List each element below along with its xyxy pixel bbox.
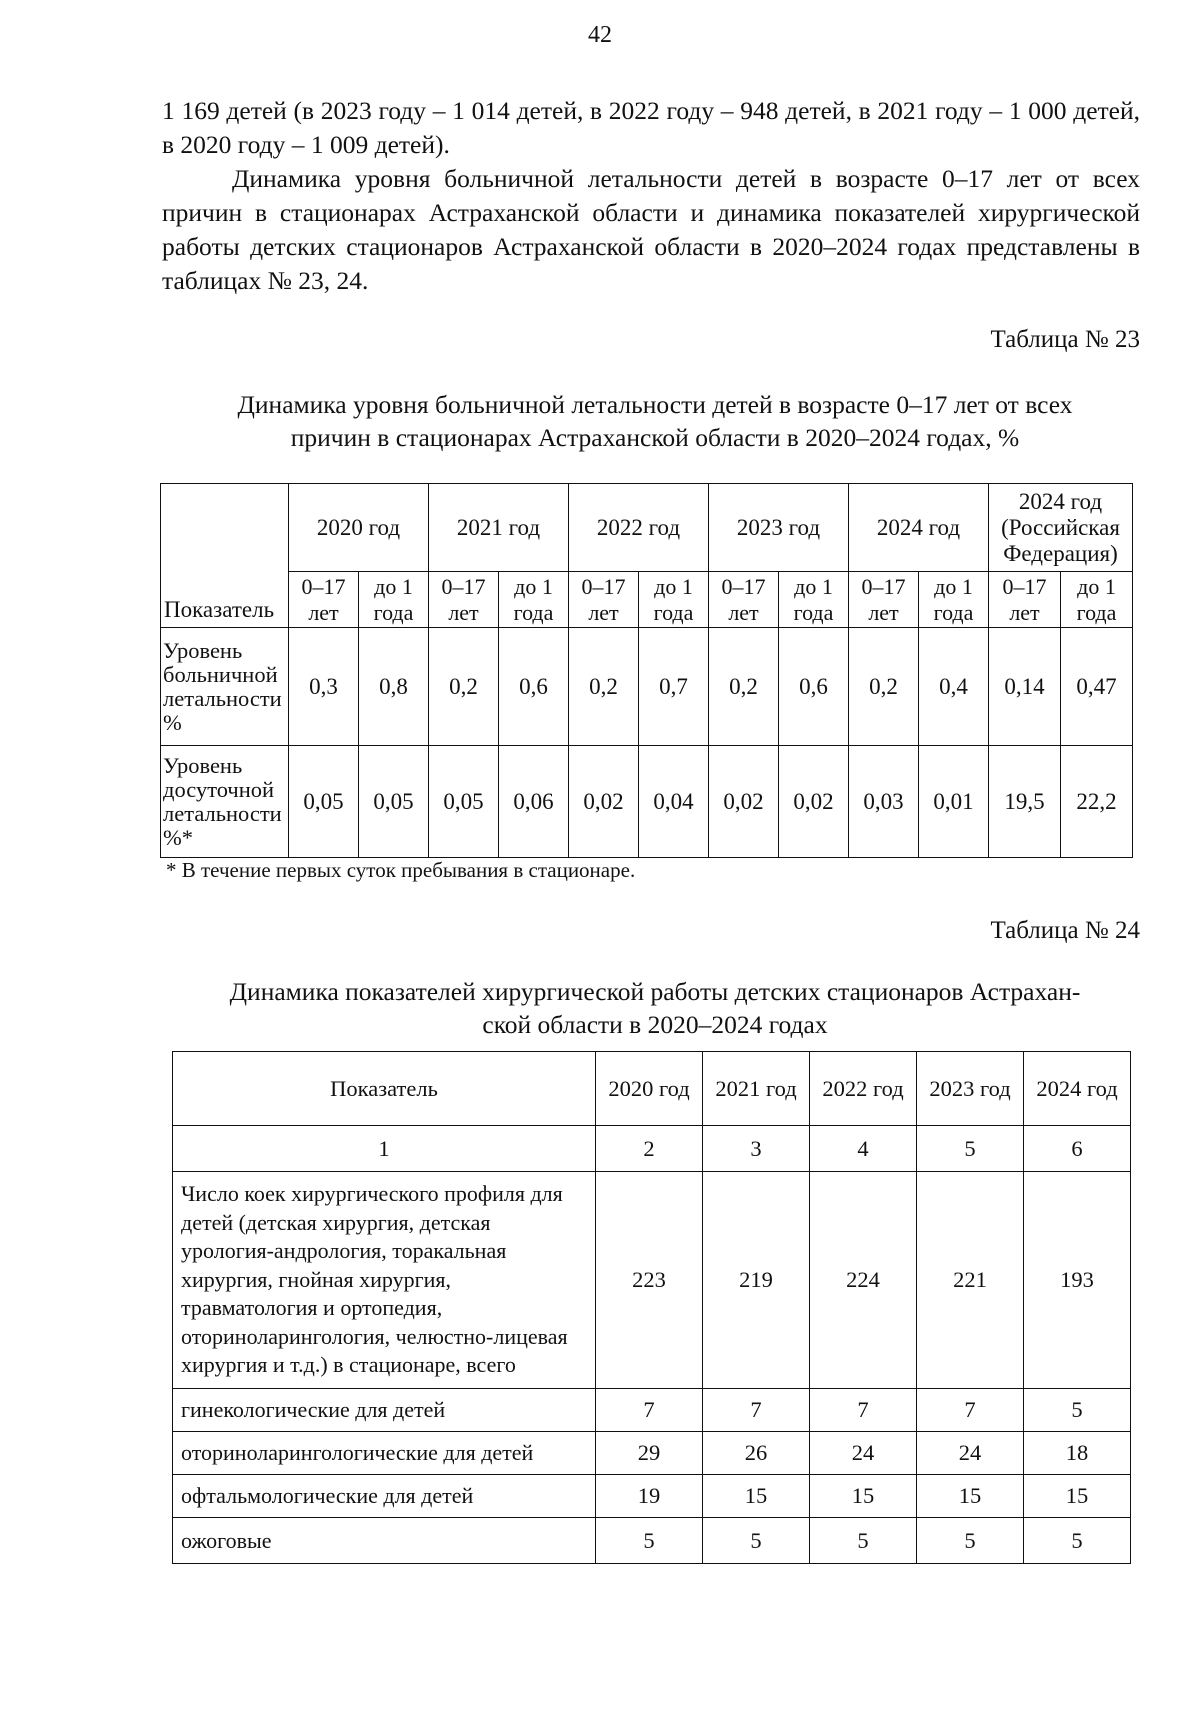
table23-subheader-0-17: 0–17 лет xyxy=(569,572,639,628)
table23-header-year: 2021 год xyxy=(429,484,569,572)
table-row xyxy=(173,1389,1131,1432)
table-cell: 26 xyxy=(703,1432,810,1475)
table-cell: 0,01 xyxy=(919,746,989,858)
table-cell: 219 xyxy=(703,1172,810,1389)
table-cell: 0,2 xyxy=(429,628,499,746)
table-cell: 193 xyxy=(1024,1172,1131,1389)
table-cell: 15 xyxy=(1024,1475,1131,1518)
table23-title-line2: причин в стационарах Астраханской области в 2020–2024 годах, % xyxy=(290,423,1020,452)
table23-header-year: 2024 год (Российская Федерация) xyxy=(989,484,1133,572)
table-cell: 0,2 xyxy=(709,628,779,746)
table23-row-label: Уровень досуточной летальности %* xyxy=(161,746,289,858)
page-number: 42 xyxy=(588,22,612,48)
table23-subheader-under-1: до 1 года xyxy=(1061,572,1133,628)
table23-subheader-0-17: 0–17 лет xyxy=(849,572,919,628)
table-cell: 29 xyxy=(596,1432,703,1475)
table-cell: 15 xyxy=(703,1475,810,1518)
table-cell: 18 xyxy=(1024,1432,1131,1475)
table-cell: 0,2 xyxy=(569,628,639,746)
table23 xyxy=(160,483,1133,858)
table24-label: Таблица № 24 xyxy=(990,917,1140,944)
table23-subheader-under-1: до 1 года xyxy=(359,572,429,628)
table-cell: 224 xyxy=(810,1172,917,1389)
table-cell: 0,04 xyxy=(639,746,709,858)
table24-header-year: 2021 год xyxy=(703,1052,810,1126)
table23-subheader-under-1: до 1 года xyxy=(919,572,989,628)
intro-paragraph-1: 1 169 детей (в 2023 году – 1 014 детей, в 2022 году – 948 детей, в 2021 году – 1 000 детей, в 2020 году – 1 009 детей). xyxy=(162,96,1140,159)
table-cell: 0,05 xyxy=(359,746,429,858)
table-cell: 19,5 xyxy=(989,746,1061,858)
table24-title-line1: Динамика показателей хирургической работы детских стационаров Астрахан- xyxy=(229,977,1081,1006)
table-cell: 5 xyxy=(596,1518,703,1564)
table-row xyxy=(173,1432,1131,1475)
table24-header-row xyxy=(173,1052,1131,1126)
table23-title-line1: Динамика уровня больничной летальности детей в возрасте 0–17 лет от всех xyxy=(237,390,1073,419)
table23-header-year: 2022 год xyxy=(569,484,709,572)
table24-column-numbers-row xyxy=(173,1126,1131,1172)
table23-footnote: * В течение первых суток пребывания в стационаре. xyxy=(166,858,636,882)
table-cell: 0,4 xyxy=(919,628,989,746)
table24-header-year: 2024 год xyxy=(1024,1052,1131,1126)
table24-column-number: 1 xyxy=(173,1126,596,1172)
table24-row-label: гинекологические для детей xyxy=(173,1389,596,1432)
table24-header-year: 2023 год xyxy=(917,1052,1024,1126)
table24-title xyxy=(160,975,1150,1041)
table-cell: 0,02 xyxy=(709,746,779,858)
table24-header-indicator: Показатель xyxy=(173,1052,596,1126)
table-cell: 0,2 xyxy=(849,628,919,746)
table24-row-label: ожоговые xyxy=(173,1518,596,1564)
table24-row-label: Число коек хирургического профиля для детей (детская хирургия, детская урология-андрология, торакальная хирургия, гнойная хирургия, травматология и ортопедия, оториноларингология, челюстно-лицевая хирургия и т.д.) в стационаре, всего xyxy=(173,1172,596,1389)
table-cell: 223 xyxy=(596,1172,703,1389)
table-cell: 5 xyxy=(1024,1518,1131,1564)
table-cell: 0,47 xyxy=(1061,628,1133,746)
table24-column-number: 5 xyxy=(917,1126,1024,1172)
table23-subheader-under-1: до 1 года xyxy=(779,572,849,628)
table24 xyxy=(172,1051,1131,1564)
table24-column-number: 6 xyxy=(1024,1126,1131,1172)
table-cell: 7 xyxy=(917,1389,1024,1432)
table24-title-line2: ской области в 2020–2024 годах xyxy=(482,1010,828,1039)
table23-subheader-under-1: до 1 года xyxy=(639,572,709,628)
table23-header-year: 2024 год xyxy=(849,484,989,572)
table-cell: 5 xyxy=(703,1518,810,1564)
table24-header-year: 2020 год xyxy=(596,1052,703,1126)
table-row xyxy=(173,1518,1131,1564)
table-cell: 7 xyxy=(596,1389,703,1432)
table-cell: 7 xyxy=(810,1389,917,1432)
table-cell: 0,8 xyxy=(359,628,429,746)
table23-subheader-0-17: 0–17 лет xyxy=(709,572,779,628)
intro-text xyxy=(162,94,1140,298)
table23-subheader-under-1: до 1 года xyxy=(499,572,569,628)
table-cell: 0,05 xyxy=(429,746,499,858)
table23-label: Таблица № 23 xyxy=(990,326,1140,353)
table-cell: 0,7 xyxy=(639,628,709,746)
table-cell: 22,2 xyxy=(1061,746,1133,858)
table-cell: 19 xyxy=(596,1475,703,1518)
table24-column-number: 4 xyxy=(810,1126,917,1172)
table23-subheader-0-17: 0–17 лет xyxy=(429,572,499,628)
table-cell: 7 xyxy=(703,1389,810,1432)
table23-row-label: Уровень больничной летальности % xyxy=(161,628,289,746)
table-cell: 5 xyxy=(917,1518,1024,1564)
table-cell: 15 xyxy=(810,1475,917,1518)
table-cell: 15 xyxy=(917,1475,1024,1518)
table-cell: 0,14 xyxy=(989,628,1061,746)
table-cell: 0,6 xyxy=(499,628,569,746)
table23-header-year: 2020 год xyxy=(289,484,429,572)
table-cell: 0,02 xyxy=(779,746,849,858)
table-row xyxy=(173,1475,1131,1518)
table23-header-indicator: Показатель xyxy=(161,484,289,628)
table-cell: 5 xyxy=(1024,1389,1131,1432)
table24-column-number: 2 xyxy=(596,1126,703,1172)
table-cell: 24 xyxy=(810,1432,917,1475)
table24-column-number: 3 xyxy=(703,1126,810,1172)
table-row xyxy=(161,628,1133,746)
table-row xyxy=(161,746,1133,858)
table-cell: 0,05 xyxy=(289,746,359,858)
table-cell: 0,6 xyxy=(779,628,849,746)
table-cell: 0,3 xyxy=(289,628,359,746)
table23-subheader-row xyxy=(161,572,1133,628)
table23-header-year: 2023 год xyxy=(709,484,849,572)
table23-subheader-0-17: 0–17 лет xyxy=(289,572,359,628)
table-row xyxy=(173,1172,1131,1389)
table-cell: 0,03 xyxy=(849,746,919,858)
table-cell: 0,02 xyxy=(569,746,639,858)
table24-row-label: офтальмологические для детей xyxy=(173,1475,596,1518)
table-cell: 5 xyxy=(810,1518,917,1564)
table24-header-year: 2022 год xyxy=(810,1052,917,1126)
table24-row-label: оториноларингологические для детей xyxy=(173,1432,596,1475)
table-cell: 0,06 xyxy=(499,746,569,858)
table-cell: 24 xyxy=(917,1432,1024,1475)
table-cell: 221 xyxy=(917,1172,1024,1389)
table23-subheader-0-17: 0–17 лет xyxy=(989,572,1061,628)
table23-title xyxy=(160,388,1150,454)
intro-paragraph-2: Динамика уровня больничной летальности детей в возрасте 0–17 лет от всех причин в стационарах Астраханской области и динамика показателей хирургической работы детских стационаров Астраханской области в 2020–2024 годах представлены в таблицах № 23, 24. xyxy=(162,164,1140,295)
